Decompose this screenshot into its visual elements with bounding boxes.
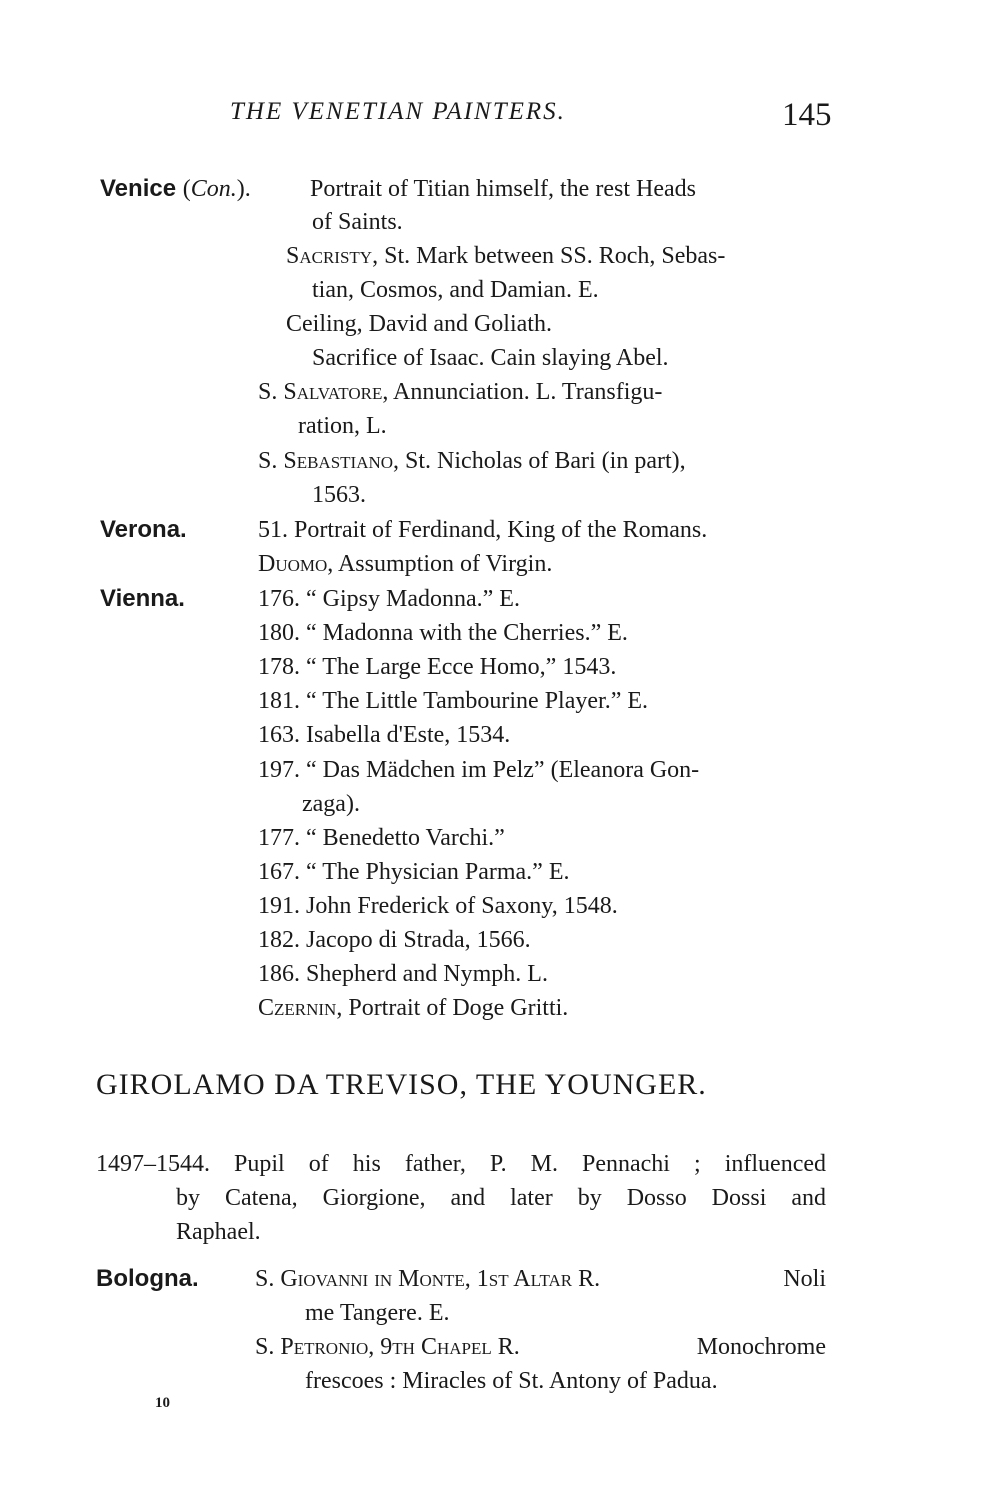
entry-text: Portrait of Doge Gritti. — [348, 995, 569, 1021]
vienna-line: 197. “ Das Mädchen im Pelz” (Eleanora Gon- — [258, 757, 700, 783]
bio-line: by Catena, Giorgione, and later by Dosso Dossi and — [176, 1185, 826, 1211]
page-number: 145 — [782, 97, 832, 133]
location-label: S. Sebastiano, — [258, 448, 400, 474]
vienna-line: 181. “ The Little Tambourine Player.” E. — [258, 688, 648, 714]
location-label: S. Petronio, 9th Chapel R. — [255, 1334, 520, 1360]
section-title: GIROLAMO DA TREVISO, THE YOUNGER. — [96, 1068, 707, 1101]
bologna-entry-petronio — [255, 1332, 826, 1362]
vienna-entry-czernin — [258, 993, 568, 1023]
venice-line: Portrait of Titian himself, the rest Heads — [310, 176, 696, 202]
vienna-line: 167. “ The Physician Parma.” E. — [258, 859, 570, 885]
location-label: Sacristy, — [286, 243, 379, 269]
venice-line: Ceiling, David and Goliath. — [286, 311, 552, 337]
verona-line: 51. Portrait of Ferdinand, King of the Romans. — [258, 517, 708, 543]
bio-line: 1497–1544. Pupil of his father, P. M. Pennachi ; influenced — [96, 1151, 826, 1177]
bologna-line: frescoes : Miracles of St. Antony of Padua. — [305, 1368, 718, 1394]
vienna-line: 177. “ Benedetto Varchi.” — [258, 825, 505, 851]
vienna-line: 176. “ Gipsy Madonna.” E. — [258, 586, 520, 612]
entry-text: Assumption of Virgin. — [337, 551, 553, 577]
signature-mark: 10 — [155, 1395, 170, 1411]
venice-line: ration, L. — [298, 413, 387, 439]
vienna-line: 163. Isabella d'Este, 1534. — [258, 722, 511, 748]
running-header: THE VENETIAN PAINTERS. — [230, 98, 566, 125]
venice-line: 1563. — [312, 482, 366, 508]
venice-line: of Saints. — [312, 209, 403, 235]
vienna-line: zaga). — [302, 791, 360, 817]
entry-text: St. Nicholas of Bari (in part), — [405, 448, 686, 474]
vienna-line: 186. Shepherd and Nymph. L. — [258, 961, 548, 987]
venice-entry-sebastiano — [258, 446, 686, 476]
continued-note: (Con.). — [182, 176, 251, 202]
entry-text: Noli — [783, 1266, 826, 1292]
vienna-line: 178. “ The Large Ecce Homo,” 1543. — [258, 654, 617, 680]
bologna-line: me Tangere. E. — [305, 1300, 450, 1326]
place-bologna: Bologna. — [96, 1265, 199, 1292]
place-verona: Verona. — [100, 516, 187, 543]
venice-entry-salvatore — [258, 377, 662, 407]
vienna-line: 180. “ Madonna with the Cherries.” E. — [258, 620, 628, 646]
verona-entry-duomo — [258, 549, 552, 579]
place-name: Venice — [100, 175, 177, 202]
entry-text: Monochrome — [696, 1334, 826, 1360]
venice-entry-sacristy — [286, 241, 725, 271]
place-vienna: Vienna. — [100, 585, 185, 612]
entry-text: Annunciation. L. Transfigu- — [393, 379, 663, 405]
vienna-line: 191. John Frederick of Saxony, 1548. — [258, 893, 618, 919]
place-venice — [100, 174, 251, 204]
location-label: Duomo, — [258, 551, 334, 577]
venice-line: Sacrifice of Isaac. Cain slaying Abel. — [312, 345, 669, 371]
venice-line: tian, Cosmos, and Damian. E. — [312, 277, 599, 303]
bio-line: Raphael. — [176, 1219, 261, 1245]
vienna-line: 182. Jacopo di Strada, 1566. — [258, 927, 531, 953]
entry-text: St. Mark between SS. Roch, Sebas- — [384, 243, 726, 269]
location-label: S. Giovanni in Monte, 1st Altar R. — [255, 1266, 601, 1292]
bologna-entry-giovanni — [255, 1264, 826, 1294]
location-label: S. Salvatore, — [258, 379, 389, 405]
location-label: Czernin, — [258, 995, 343, 1021]
